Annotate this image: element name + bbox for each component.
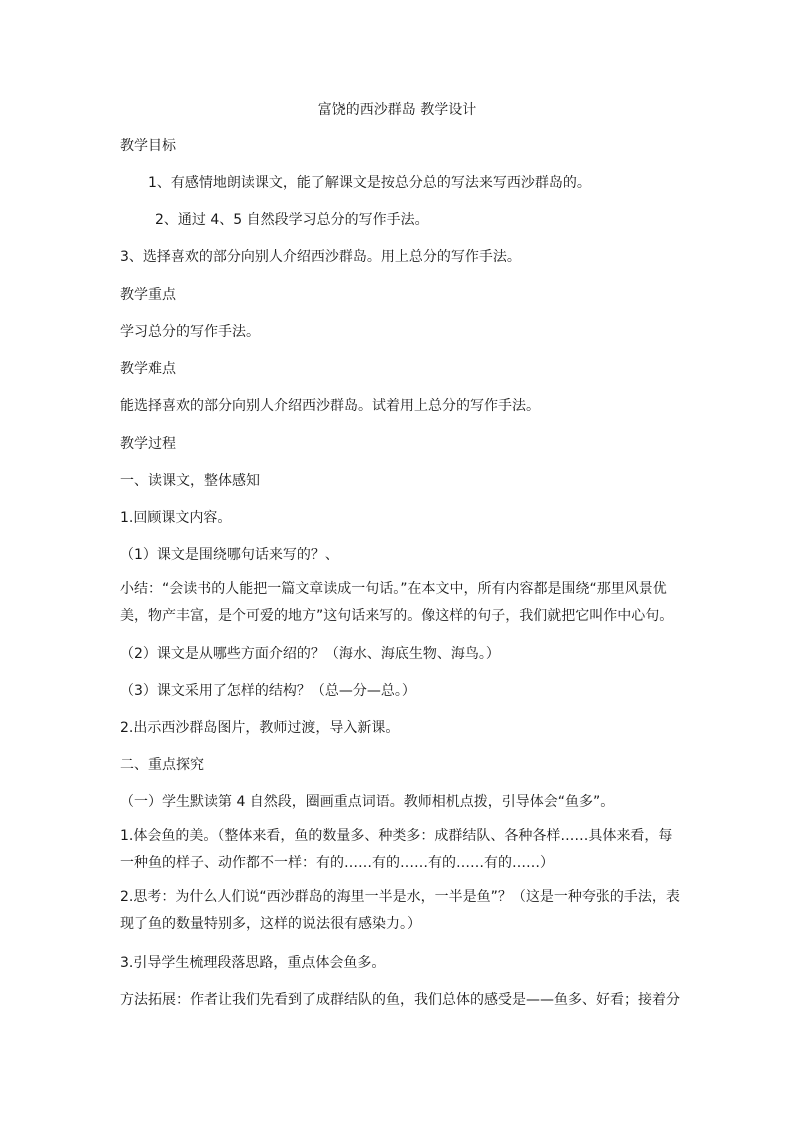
focus-text: 学习总分的写作手法。 [120, 324, 260, 340]
difficulty-heading: 教学难点 [120, 361, 176, 377]
goals-heading: 教学目标 [120, 138, 176, 154]
question-3: （3）课文采用了怎样的结构？（总—分—总。） [120, 683, 416, 699]
subsection-1: （一）学生默读第 4 自然段，圈画重点词语。教师相机点拨，引导体会“鱼多”。 [120, 794, 615, 810]
method-paragraph: 方法拓展：作者让我们先看到了成群结队的鱼，我们总体的感受是——鱼多、好看；接着分 [120, 992, 680, 1008]
goal-2: 2、通过 4、5 自然段学习总分的写作手法。 [155, 212, 429, 228]
document-title: 富饶的西沙群岛 教学设计 [317, 102, 477, 118]
goal-3: 3、选择喜欢的部分向别人介绍西沙群岛。用上总分的写作手法。 [120, 249, 521, 265]
focus-heading: 教学重点 [120, 287, 176, 303]
goal-1: 1、有感情地朗读课文，能了解课文是按总分总的写法来写西沙群岛的。 [148, 175, 591, 191]
question-2: （2）课文是从哪些方面介绍的？（海水、海底生物、海鸟。） [120, 646, 500, 662]
step-1: 1.回顾课文内容。 [120, 510, 232, 526]
point-3: 3.引导学生梳理段落思路，重点体会鱼多。 [120, 955, 386, 971]
point-2-paragraph: 2.思考：为什么人们说“西沙群岛的海里一半是水，一半是鱼”？（这是一种夸张的手法，表现了鱼的数量特别多，这样的说法很有感染力。） [120, 889, 680, 932]
question-1: （1）课文是围绕哪句话来写的？、 [120, 547, 339, 563]
difficulty-text: 能选择喜欢的部分向别人介绍西沙群岛。试着用上总分的写作手法。 [120, 398, 540, 414]
part2-heading: 二、重点探究 [120, 757, 204, 773]
process-heading: 教学过程 [120, 436, 176, 452]
step-2: 2.出示西沙群岛图片，教师过渡，导入新课。 [120, 720, 400, 736]
part1-heading: 一、读课文，整体感知 [120, 473, 260, 489]
summary-paragraph: 小结：“会读书的人能把一篇文章读成一句话。”在本文中，所有内容都是围绕“那里风景优美，物产丰富，是个可爱的地方”这句话来写的。像这样的句子，我们就把它叫作中心句。 [120, 581, 674, 624]
point-1-paragraph: 1.体会鱼的美。（整体来看，鱼的数量多、种类多：成群结队、各种各样……具体来看，每一种鱼的样子、动作都不一样：有的……有的……有的……有的……） [120, 828, 673, 871]
